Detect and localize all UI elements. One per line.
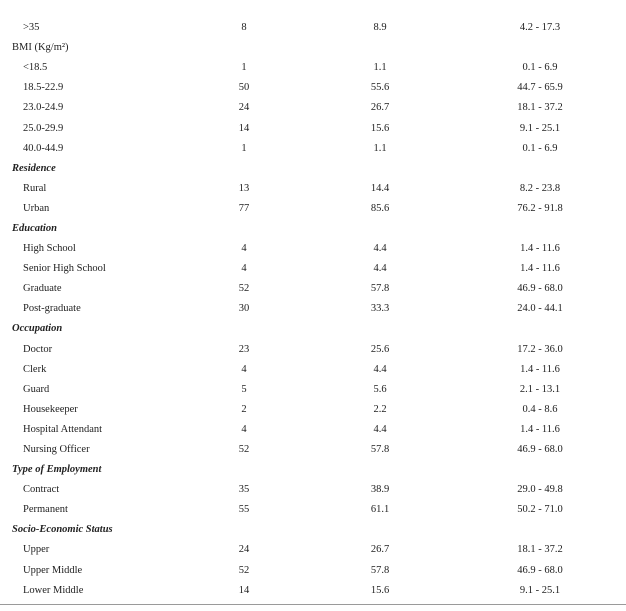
section-header-row <box>0 460 624 480</box>
table-row <box>0 58 624 78</box>
percent-cell: 4.4 <box>373 243 387 255</box>
confidence-interval-cell: 17.2 - 36.0 <box>517 343 563 355</box>
demographics-table <box>0 18 624 601</box>
count-cell: 4 <box>241 363 247 375</box>
section-title: BMI (Kg/m²) <box>12 42 69 54</box>
count-cell: 2 <box>241 403 247 415</box>
row-label: Graduate <box>23 283 62 295</box>
section-header-row <box>0 38 624 58</box>
percent-cell: 26.7 <box>370 102 390 114</box>
percent-cell: 57.8 <box>370 283 390 295</box>
table-row <box>0 540 624 560</box>
row-label: Housekeeper <box>23 403 78 415</box>
confidence-interval-cell: 46.9 - 68.0 <box>517 283 563 295</box>
row-label: Nursing Officer <box>23 444 90 456</box>
confidence-interval-cell: 1.4 - 11.6 <box>520 243 560 255</box>
percent-cell: 57.8 <box>370 444 390 456</box>
table-row <box>0 279 624 299</box>
row-label: Hospital Attendant <box>23 423 103 435</box>
row-label: Rural <box>23 182 47 194</box>
percent-cell: 4.4 <box>373 263 387 275</box>
confidence-interval-cell: 46.9 - 68.0 <box>517 564 563 576</box>
confidence-interval-cell: 1.4 - 11.6 <box>520 363 560 375</box>
percent-cell: 5.6 <box>373 383 387 395</box>
row-label: Senior High School <box>23 263 106 275</box>
row-label: Permanent <box>23 504 68 516</box>
count-cell: 52 <box>238 283 250 295</box>
confidence-interval-cell: 24.0 - 44.1 <box>517 303 563 315</box>
confidence-interval-cell: 44.7 - 65.9 <box>517 82 563 94</box>
row-label: Guard <box>23 383 50 395</box>
row-label: Lower Middle <box>23 584 84 596</box>
count-cell: 55 <box>238 504 250 516</box>
percent-cell: 85.6 <box>370 202 390 214</box>
table-row <box>0 299 624 319</box>
table-row <box>0 480 624 500</box>
table-row <box>0 400 624 420</box>
percent-cell: 26.7 <box>370 544 390 556</box>
confidence-interval-cell: 2.1 - 13.1 <box>519 383 561 395</box>
table-row <box>0 118 624 138</box>
table-row <box>0 340 624 360</box>
percent-cell: 57.8 <box>370 564 390 576</box>
confidence-interval-cell: 1.4 - 11.6 <box>520 263 560 275</box>
count-cell: 4 <box>241 263 247 275</box>
count-cell: 8 <box>241 22 247 34</box>
count-cell: 35 <box>238 484 250 496</box>
count-cell: 24 <box>238 544 250 556</box>
row-label: 23.0-24.9 <box>23 102 64 114</box>
row-label: Upper Middle <box>23 564 83 576</box>
table-row <box>0 500 624 520</box>
confidence-interval-cell: 0.1 - 6.9 <box>522 62 558 74</box>
confidence-interval-cell: 1.4 - 11.6 <box>520 423 560 435</box>
percent-cell: 14.4 <box>370 182 390 194</box>
confidence-interval-cell: 18.1 - 37.2 <box>517 102 563 114</box>
row-label: High School <box>23 243 76 255</box>
count-cell: 77 <box>238 202 250 214</box>
table-row <box>0 581 624 601</box>
table-body <box>0 18 624 601</box>
row-label: Clerk <box>23 363 47 375</box>
count-cell: 1 <box>241 142 247 154</box>
section-header-row <box>0 219 624 239</box>
confidence-interval-cell: 9.1 - 25.1 <box>519 584 561 596</box>
row-label: 25.0-29.9 <box>23 122 64 134</box>
table-row <box>0 380 624 400</box>
count-cell: 52 <box>238 564 250 576</box>
table-row <box>0 98 624 118</box>
percent-cell: 61.1 <box>370 504 390 516</box>
count-cell: 50 <box>238 82 250 94</box>
percent-cell: 4.4 <box>373 423 387 435</box>
section-title: Socio-Economic Status <box>12 524 113 536</box>
table-row <box>0 239 624 259</box>
confidence-interval-cell: 4.2 - 17.3 <box>519 22 561 34</box>
confidence-interval-cell: 29.0 - 49.8 <box>517 484 563 496</box>
percent-cell: 15.6 <box>370 584 390 596</box>
confidence-interval-cell: 46.9 - 68.0 <box>517 444 563 456</box>
row-label: Upper <box>23 544 50 556</box>
percent-cell: 2.2 <box>373 403 387 415</box>
table-row <box>0 440 624 460</box>
row-label: 18.5-22.9 <box>23 82 64 94</box>
percent-cell: 1.1 <box>373 62 387 74</box>
percent-cell: 38.9 <box>370 484 390 496</box>
count-cell: 30 <box>238 303 250 315</box>
table-row <box>0 78 624 98</box>
count-cell: 52 <box>238 444 250 456</box>
section-header-row <box>0 159 624 179</box>
percent-cell: 1.1 <box>373 142 387 154</box>
count-cell: 14 <box>238 122 250 134</box>
count-cell: 5 <box>241 383 247 395</box>
percent-cell: 8.9 <box>373 22 387 34</box>
count-cell: 13 <box>238 182 250 194</box>
table-row <box>0 360 624 380</box>
percent-cell: 33.3 <box>370 303 390 315</box>
table-row <box>0 18 624 38</box>
confidence-interval-cell: 0.4 - 8.6 <box>522 403 558 415</box>
section-title: Residence <box>12 162 56 174</box>
confidence-interval-cell: 76.2 - 91.8 <box>517 202 563 214</box>
table-row <box>0 561 624 581</box>
percent-cell: 25.6 <box>370 343 390 355</box>
section-title: Type of Employment <box>12 464 102 476</box>
section-title: Education <box>12 222 57 234</box>
confidence-interval-cell: 18.1 - 37.2 <box>517 544 563 556</box>
row-label: Urban <box>23 202 50 214</box>
confidence-interval-cell: 8.2 - 23.8 <box>519 182 561 194</box>
section-header-row <box>0 520 624 540</box>
row-label: Post-graduate <box>23 303 81 315</box>
percent-cell: 55.6 <box>370 82 390 94</box>
count-cell: 1 <box>241 62 247 74</box>
count-cell: 4 <box>241 423 247 435</box>
table-bottom-rule <box>0 604 626 605</box>
row-label: 40.0-44.9 <box>23 142 64 154</box>
confidence-interval-cell: 50.2 - 71.0 <box>517 504 563 516</box>
row-label: <18.5 <box>23 62 48 74</box>
count-cell: 14 <box>238 584 250 596</box>
table-row <box>0 139 624 159</box>
table-row <box>0 199 624 219</box>
row-label: >35 <box>23 22 40 34</box>
confidence-interval-cell: 0.1 - 6.9 <box>522 142 558 154</box>
percent-cell: 15.6 <box>370 122 390 134</box>
table-row <box>0 259 624 279</box>
table-row <box>0 420 624 440</box>
count-cell: 24 <box>238 102 250 114</box>
count-cell: 4 <box>241 243 247 255</box>
section-header-row <box>0 319 624 339</box>
count-cell: 23 <box>238 343 250 355</box>
table-row <box>0 179 624 199</box>
confidence-interval-cell: 9.1 - 25.1 <box>519 122 561 134</box>
row-label: Contract <box>23 484 60 496</box>
percent-cell: 4.4 <box>373 363 387 375</box>
row-label: Doctor <box>23 343 53 355</box>
section-title: Occupation <box>12 323 63 335</box>
